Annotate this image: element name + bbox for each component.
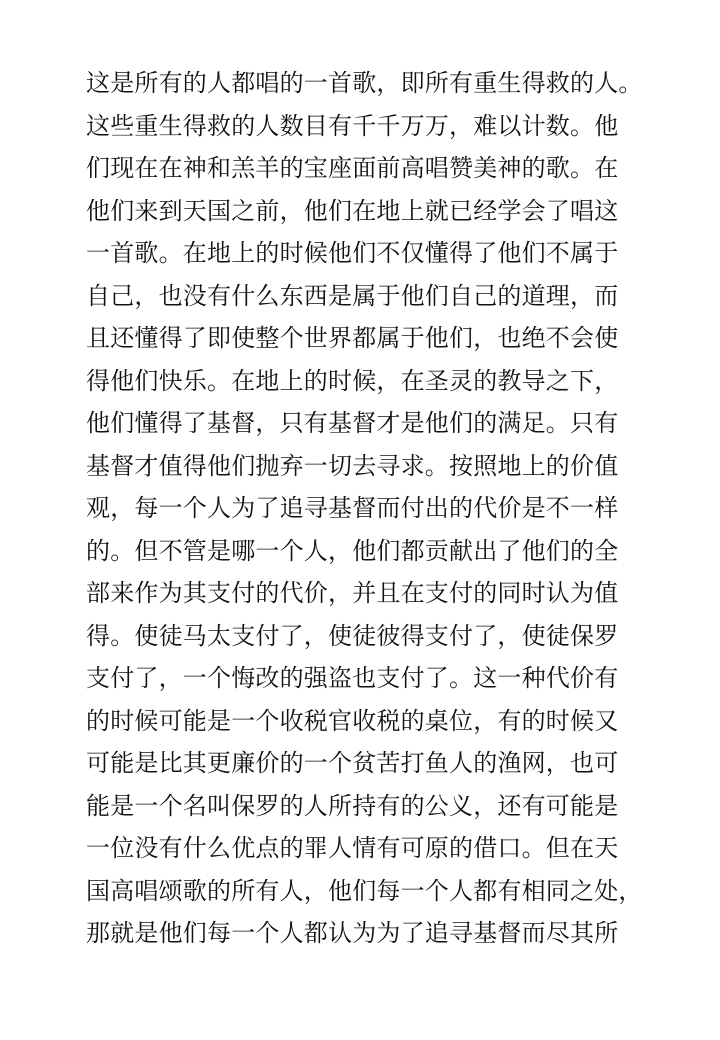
text-line: 的时候可能是一个收税官收税的桌位，有的时候又 (86, 706, 619, 735)
text-line: 观，每一个人为了追寻基督而付出的代价是不一样 (86, 494, 619, 522)
text-line: 可能是比其更廉价的一个贫苦打鱼人的渔网，也可 (86, 749, 619, 777)
text-line: 得他们快乐。在地上的时候，在圣灵的教导之下， (86, 366, 619, 395)
text-line: 这些重生得救的人数目有千千万万，难以计数。他 (86, 111, 619, 140)
text-line: 他们懂得了基督，只有基督才是他们的满足。只有 (86, 409, 619, 437)
text-line: 的。但不管是哪一个人，他们都贡献出了他们的全 (86, 536, 619, 565)
text-line: 他们来到天国之前，他们在地上就已经学会了唱这 (86, 196, 619, 225)
body-text (86, 62, 686, 955)
text-line: 一首歌。在地上的时候他们不仅懂得了他们不属于 (86, 239, 619, 267)
text-line: 部来作为其支付的代价，并且在支付的同时认为值 (86, 579, 619, 607)
text-line: 这是所有的人都唱的一首歌，即所有重生得救的人。 (86, 69, 643, 97)
text-line: 得。使徒马太支付了，使徒彼得支付了，使徒保罗 (86, 621, 619, 650)
text-line: 支付了，一个悔改的强盗也支付了。这一种代价有 (86, 664, 619, 692)
text-line: 国高唱颂歌的所有人，他们每一个人都有相同之处， (86, 876, 643, 905)
text-line: 一位没有什么优点的罪人情有可原的借口。但在天 (86, 834, 619, 862)
text-line: 基督才值得他们抛弃一切去寻求。按照地上的价值 (86, 451, 619, 480)
text-line: 那就是他们每一个人都认为为了追寻基督而尽其所 (86, 919, 619, 947)
text-line: 自己，也没有什么东西是属于他们自己的道理，而 (86, 281, 619, 310)
text-line: 且还懂得了即使整个世界都属于他们，也绝不会使 (86, 324, 619, 352)
text-line: 能是一个名叫保罗的人所持有的公义，还有可能是 (86, 791, 619, 820)
text-line: 们现在在神和羔羊的宝座面前高唱赞美神的歌。在 (86, 154, 619, 182)
